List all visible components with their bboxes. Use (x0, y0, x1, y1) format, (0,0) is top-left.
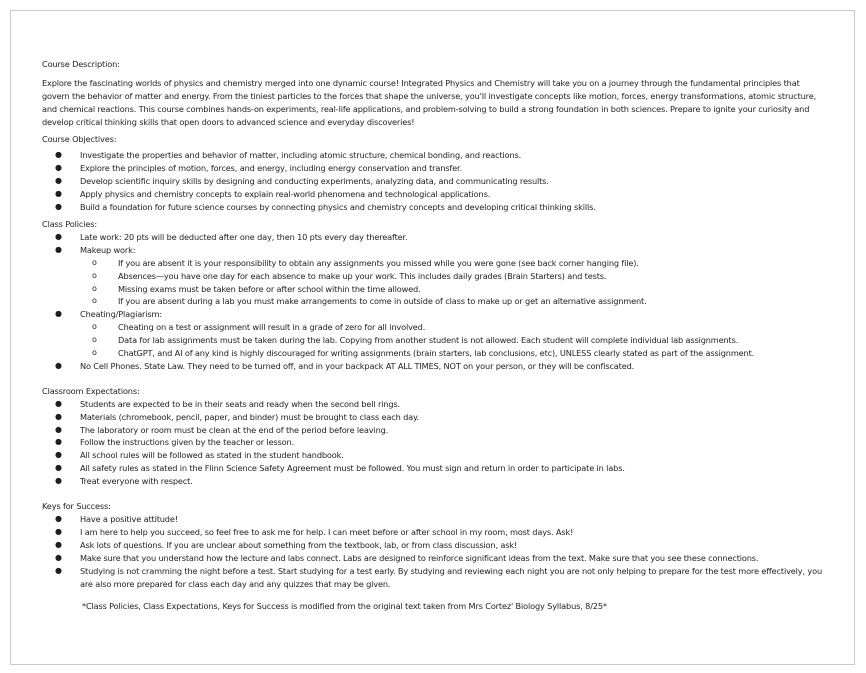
list-item: ● No Cell Phones. State Law. They need to be turned off, and in your backpack AT ALL TIMES, NOT on your person, or they will be confiscated. (55, 360, 635, 371)
circle-bullet-icon: o (92, 335, 97, 345)
keys-for-success-heading: Keys for Success: (42, 501, 111, 512)
list-item: o If you are absent it is your responsibility to obtain any assignments you missed while you were gone (see back corner hanging file). (92, 257, 639, 268)
list-item: ● Have a positive attitude! (55, 514, 178, 524)
list-item: ● Build a foundation for future science courses by connecting physics and chemistry concepts and developing critical thinking skills. (55, 202, 596, 213)
bullet-icon: ● (55, 309, 62, 319)
list-item: ● Explore the principles of motion, forces, and energy, including energy conservation and transfer. (55, 163, 462, 174)
list-item: ● Make sure that you understand how the lecture and labs connect. Labs are designed to reinforce significant ideas from the text. Make sure that you see these connections. (55, 552, 759, 563)
list-item: ● All safety rules as stated in the Flinn Science Safety Agreement must be followed. You must sign and return in order to participate in labs. (55, 463, 625, 474)
list-item: o Absences—you have one day for each absence to make up your work. This includes daily grades (Brain Starters) and tests. (92, 270, 607, 281)
keys-for-success-list (42, 513, 822, 590)
list-item: o Cheating on a test or assignment will result in a grade of zero for all involved. (92, 322, 426, 333)
bullet-icon: ● (55, 163, 62, 173)
document-content (42, 58, 822, 613)
list-item: ● Makeup work: o If you are absent it is your responsibility to obtain any assignments you missed while you were gone (see back corner hanging file). o Absences—you have one day for each absence to make up your work. This includes daily grades (Brain Starters) and tests. o Missing exams must be taken before or after school within the time allowed. o If you are absent during a lab you must make arrangements to come in outside of class to make up or get an alternative assignment. (42, 244, 822, 309)
list-item: ● All school rules will be followed as stated in the student handbook. (55, 450, 344, 461)
list-item: ● The laboratory or room must be clean at the end of the period before leaving. (55, 424, 389, 435)
bullet-icon: ● (55, 565, 62, 575)
course-description-text: Explore the fascinating worlds of physics and chemistry merged into one dynamic course! Integrated Physics and Chemistry will take you on a journey through the fundamental principles that govern the behavior of matter and energy. From the tiniest particles to the forces that shape the universe, you'll investigate concepts like motion, forces, energy transformations, atomic structure, and chemical reactions. This course combines hands-on experiments, real-life applications, and problem-solving to build a strong foundation in both sciences. Prepare to ignite your curiosity and develop critical thinking skills that open doors to advanced science and everyday discoveries! (42, 77, 817, 127)
bullet-icon: ● (55, 437, 62, 447)
bullet-icon: ● (55, 360, 62, 370)
cheating-list (80, 321, 822, 360)
list-item: ● Students are expected to be in their seats and ready when the second bell rings. (55, 398, 400, 409)
classroom-expectations-heading: Classroom Expectations: (42, 385, 140, 396)
list-item: ● Investigate the properties and behavior of matter, including atomic structure, chemical bonding, and reactions. (55, 150, 522, 161)
list-item: ● Late work: 20 pts will be deducted after one day, then 10 pts every day thereafter. (55, 231, 408, 242)
bullet-icon: ● (55, 463, 62, 473)
circle-bullet-icon: o (92, 283, 97, 293)
course-objectives-heading: Course Objectives: (42, 133, 117, 144)
circle-bullet-icon: o (92, 270, 97, 280)
list-item: o Missing exams must be taken before or after school within the time allowed. (92, 283, 421, 294)
circle-bullet-icon: o (92, 296, 97, 306)
makeup-work-list (80, 257, 822, 309)
bullet-icon: ● (55, 231, 62, 241)
list-item: ● Apply physics and chemistry concepts to explain real-world phenomena and technological applications. (55, 189, 491, 200)
course-description-heading: Course Description: (42, 59, 120, 69)
list-item: ● Studying is not cramming the night before a test. Start studying for a test early. By studying and reviewing each night you are not only helping to prepare for the test more effectively, you are also more prepared for class each day and any quizzes that may be given. (55, 565, 822, 589)
class-policies-list (42, 231, 822, 373)
bullet-icon: ● (55, 450, 62, 460)
bullet-icon: ● (55, 526, 62, 536)
circle-bullet-icon: o (92, 322, 97, 332)
bullet-icon: ● (55, 398, 62, 408)
bullet-icon: ● (55, 552, 62, 562)
list-item: ● Cheating/Plagiarism: o Cheating on a test or assignment will result in a grade of zero for all involved. o Data for lab assignments must be taken during the lab. Copying from another student is not allowed. Each student will complete individual lab assignments. o ChatGPT, and AI of any kind is highly discouraged for writing assignments (brain starters, lab conclusions, etc), UNLESS clearly stated as part of the assignment. (42, 308, 822, 360)
bullet-icon: ● (55, 424, 62, 434)
list-item: ● Develop scientific inquiry skills by designing and conducting experiments, analyzing data, and communicating results. (55, 176, 549, 187)
bullet-icon: ● (55, 411, 62, 421)
list-item: o Data for lab assignments must be taken during the lab. Copying from another student is not allowed. Each student will complete individual lab assignments. (92, 335, 739, 346)
bullet-icon: ● (55, 244, 62, 254)
bullet-icon: ● (55, 202, 62, 212)
circle-bullet-icon: o (92, 348, 97, 358)
document-page (10, 10, 855, 665)
bullet-icon: ● (55, 189, 62, 199)
circle-bullet-icon: o (92, 257, 97, 267)
footnote: *Class Policies, Class Expectations, Keys for Success is modified from the original text taken from Mrs Cortez' Biology Syllabus, 8/25* (82, 601, 607, 612)
bullet-icon: ● (55, 539, 62, 549)
classroom-expectations-list (42, 398, 822, 488)
course-objectives-list (42, 149, 822, 214)
list-item: ● Treat everyone with respect. (55, 476, 193, 487)
list-item: ● Follow the instructions given by the teacher or lesson. (55, 437, 295, 448)
bullet-icon: ● (55, 476, 62, 486)
list-item: o ChatGPT, and AI of any kind is highly discouraged for writing assignments (brain starters, lab conclusions, etc), UNLESS clearly stated as part of the assignment. (92, 348, 755, 359)
class-policies-heading: Class Policies: (42, 218, 97, 229)
bullet-icon: ● (55, 514, 62, 523)
bullet-icon: ● (55, 150, 62, 160)
bullet-icon: ● (55, 176, 62, 186)
list-item: ● Materials (chromebook, pencil, paper, and binder) must be brought to class each day. (55, 411, 420, 422)
list-item: ● Ask lots of questions. If you are unclear about something from the textbook, lab, or from class discussion, ask! (55, 539, 518, 550)
list-item: ● I am here to help you succeed, so feel free to ask me for help. I can meet before or after school in my room, most days. Ask! (55, 526, 574, 537)
list-item: o If you are absent during a lab you must make arrangements to come in outside of class to make up or get an alternative assignment. (92, 296, 647, 307)
